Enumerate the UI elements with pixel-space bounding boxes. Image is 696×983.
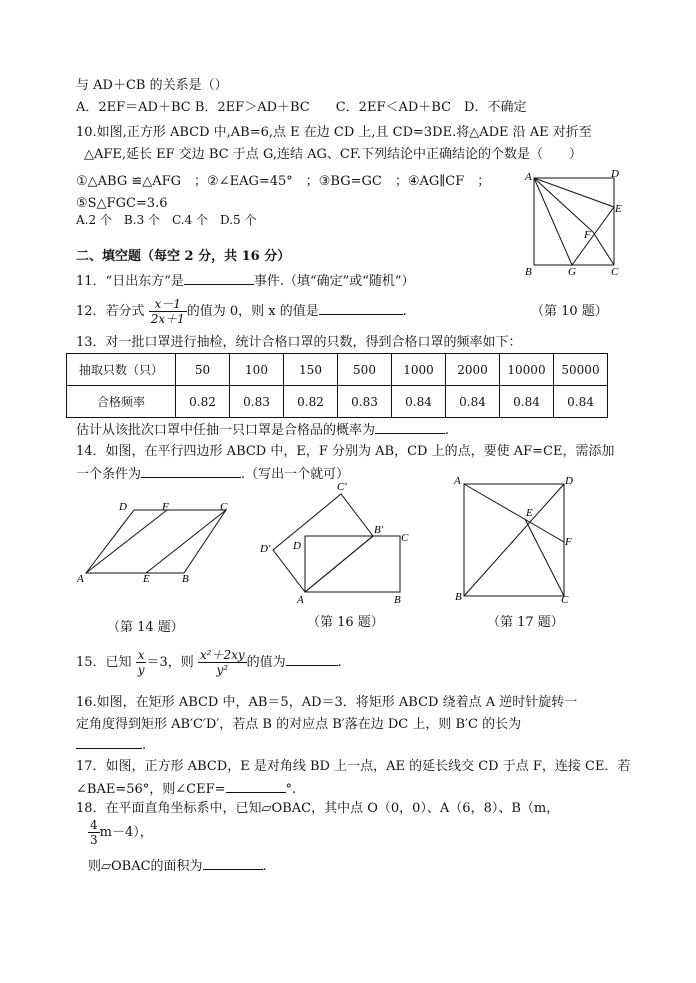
- table-cell: 0.82: [284, 386, 338, 418]
- fig14-label-b: B: [182, 573, 189, 585]
- q14-blank[interactable]: [141, 465, 241, 478]
- table-cell: 0.84: [500, 386, 554, 418]
- fig17-label-a: A: [454, 475, 461, 487]
- fig10-label-b: B: [525, 266, 532, 278]
- fig16-label-cp: C′: [337, 481, 347, 493]
- q17-line1: 17．如图，正方形 ABCD，E 是对角线 BD 上一点，AE 的延长线交 CD 于点 F，连接 CE．若: [76, 759, 631, 774]
- q16-line2: 定角度得到矩形 AB′C′D′，若点 B 的对应点 B′落在边 DC 上，则 B′C 的长为: [76, 717, 522, 732]
- fig-q14: [74, 498, 254, 588]
- q10-line1: 10.如图,正方形 ABCD 中,AB=6,点 E 在边 CD 上,且 CD=3DE.将△ADE 沿 AE 对折至: [76, 125, 592, 140]
- table-cell: 0.84: [392, 386, 446, 418]
- q16-blank[interactable]: [76, 736, 142, 749]
- q9-line1: 与 AD＋CB 的关系是（）: [76, 78, 228, 93]
- fig14-label-d: D: [119, 501, 127, 513]
- fig10-label-a: A: [525, 171, 532, 183]
- q18-num: 4: [90, 818, 98, 832]
- q9-options: A．2EF＝AD＋BC B．2EF＞AD＋BC C．2EF＜AD＋BC D．不确定: [76, 100, 527, 115]
- fig17-label-c: C: [561, 594, 569, 606]
- table-cell: 50000: [554, 354, 608, 386]
- table-cell: 0.84: [446, 386, 500, 418]
- q15-fraction1: [136, 648, 147, 677]
- fig14-label-f: F: [162, 501, 169, 513]
- fig16-label-dp: D′: [260, 543, 271, 555]
- table-cell: 0.83: [230, 386, 284, 418]
- q15-den2: y²: [216, 663, 229, 677]
- q15-fraction2: [198, 648, 247, 677]
- q18-line3-pre: 则▱OBAC的面积为: [88, 859, 203, 874]
- fig16-label-d: D: [293, 540, 301, 552]
- fig14-caption: （第 14 题）: [107, 620, 184, 635]
- table-cell: 100: [230, 354, 284, 386]
- fig14-label-e: E: [143, 573, 150, 585]
- q11-blank[interactable]: [184, 272, 254, 285]
- q13-intro: 13．对一批口罩进行抽检，统计合格口罩的只数，得到合格口罩的频率如下：: [76, 335, 522, 350]
- row1-label: 抽取只数（只）: [67, 354, 176, 386]
- fig16-label-c: C: [401, 532, 409, 544]
- q12-denominator: 2x＋1: [150, 312, 185, 326]
- fig17-label-b: B: [455, 591, 462, 603]
- q12-fraction: [149, 297, 187, 326]
- q17-line2-pre: ∠BAE=56°，则∠CEF=: [76, 782, 226, 797]
- q10-options: A.2 个 B.3 个 C.4 个 D.5 个: [76, 213, 257, 227]
- q17-blank[interactable]: [226, 780, 286, 793]
- table-cell: 1000: [392, 354, 446, 386]
- q10-line4: ⑤S△FGC=3.6: [76, 196, 168, 211]
- q10-caption: （第 10 题）: [531, 304, 608, 319]
- table-row: [67, 354, 608, 386]
- q12-pre: 12．若分式: [76, 304, 145, 319]
- q13-answer: [76, 421, 449, 439]
- q13-after: 估计从该批次口罩中任抽一只口罩是合格品的概率为: [76, 423, 376, 438]
- q15-num2: x²＋2xy: [199, 648, 245, 662]
- q12-numerator: x－1: [149, 297, 187, 312]
- fig16-label-a: A: [297, 594, 304, 606]
- fig16-label-b: B: [394, 594, 401, 606]
- q17-line2: [76, 780, 296, 798]
- q15-num1: x: [137, 648, 145, 662]
- table-cell: 0.83: [338, 386, 392, 418]
- q15-mid: ＝3，则: [146, 655, 194, 670]
- q14-line1: 14．如图，在平行四边形 ABCD 中，E，F 分别为 AB，CD 上的点，要使 AF=CE，需添加: [76, 444, 615, 459]
- q11-post: 事件.（填“确定”或“随机”）: [253, 274, 415, 289]
- frequency-table: [66, 353, 608, 418]
- table-cell: 0.84: [554, 386, 608, 418]
- q18-fraction: [88, 818, 100, 847]
- fig16-caption: （第 16 题）: [307, 615, 384, 630]
- q18-line2-post: m－4），: [99, 825, 153, 840]
- fig14-label-c: C: [220, 501, 228, 513]
- q18-blank[interactable]: [203, 857, 263, 870]
- table-row: [67, 386, 608, 418]
- q16-line1: 16.如图，在矩形 ABCD 中，AB＝5，AD＝3．将矩形 ABCD 绕着点 A 逆时针旋转一: [76, 695, 578, 710]
- q13-after-end: .: [445, 423, 450, 438]
- table-cell: 10000: [500, 354, 554, 386]
- fig17-label-f: F: [565, 536, 572, 548]
- q12-mid: 的值为 0，则 x 的值是: [186, 304, 319, 319]
- q18-line3: [88, 857, 267, 875]
- section2-title: 二、填空题（每空 2 分，共 16 分）: [76, 249, 291, 264]
- q15: [76, 646, 342, 680]
- fig10-label-f: F: [584, 229, 591, 241]
- q14-line2-post: .（写出一个就可）: [241, 467, 350, 482]
- fig-q16: [255, 478, 425, 608]
- q11-pre: 11．“日出东方”是: [76, 274, 184, 289]
- q15-pre: 15．已知: [76, 655, 132, 670]
- q10-line2: △AFE,延长 EF 交边 BC 于点 G,连结 AG、CF.下列结论中正确结论的个数是（ ）: [84, 147, 582, 162]
- q18-line2: [88, 816, 153, 850]
- q18-line1: 18．在平面直角坐标系中，已知▱OBAC，其中点 O（0，0）、A（6，8）、B（m，: [76, 801, 560, 816]
- table-cell: 150: [284, 354, 338, 386]
- q18-line3-end: .: [262, 859, 267, 874]
- fig17-label-e: E: [526, 507, 533, 519]
- fig14-label-a: A: [77, 573, 84, 585]
- q14-line2-pre: 一个条件为: [76, 467, 142, 482]
- fig-q17: [452, 472, 582, 607]
- fig-q10: [522, 168, 622, 278]
- fig16-label-bp: B′: [374, 524, 384, 536]
- q12-blank[interactable]: [319, 302, 403, 315]
- fig10-label-g: G: [568, 266, 576, 278]
- q15-den1: y: [137, 663, 145, 677]
- q12-post: .: [402, 304, 407, 319]
- q12: [76, 296, 407, 328]
- q13-blank[interactable]: [375, 421, 445, 434]
- fig10-label-d: D: [611, 168, 619, 180]
- q15-post: 的值为: [246, 655, 286, 670]
- q10-line3: ①△ABG ≌△AFG ；②∠EAG=45° ；③BG=GC ；④AG∥CF ；: [76, 174, 491, 189]
- table-cell: 2000: [446, 354, 500, 386]
- q18-den: 3: [90, 833, 98, 847]
- fig17-caption: （第 17 题）: [487, 615, 564, 630]
- q16-end: .: [142, 738, 147, 753]
- q16-line3: [76, 736, 146, 754]
- q15-blank[interactable]: [286, 653, 338, 666]
- q11: [76, 272, 415, 290]
- fig10-label-c: C: [611, 266, 619, 278]
- q17-line2-post: °.: [285, 782, 297, 797]
- fig10-label-e: E: [615, 203, 622, 215]
- table-cell: 0.82: [176, 386, 230, 418]
- table-cell: 50: [176, 354, 230, 386]
- row2-label: 合格频率: [67, 386, 176, 418]
- table-cell: 500: [338, 354, 392, 386]
- fig17-label-d: D: [565, 475, 573, 487]
- q15-end: .: [337, 655, 342, 670]
